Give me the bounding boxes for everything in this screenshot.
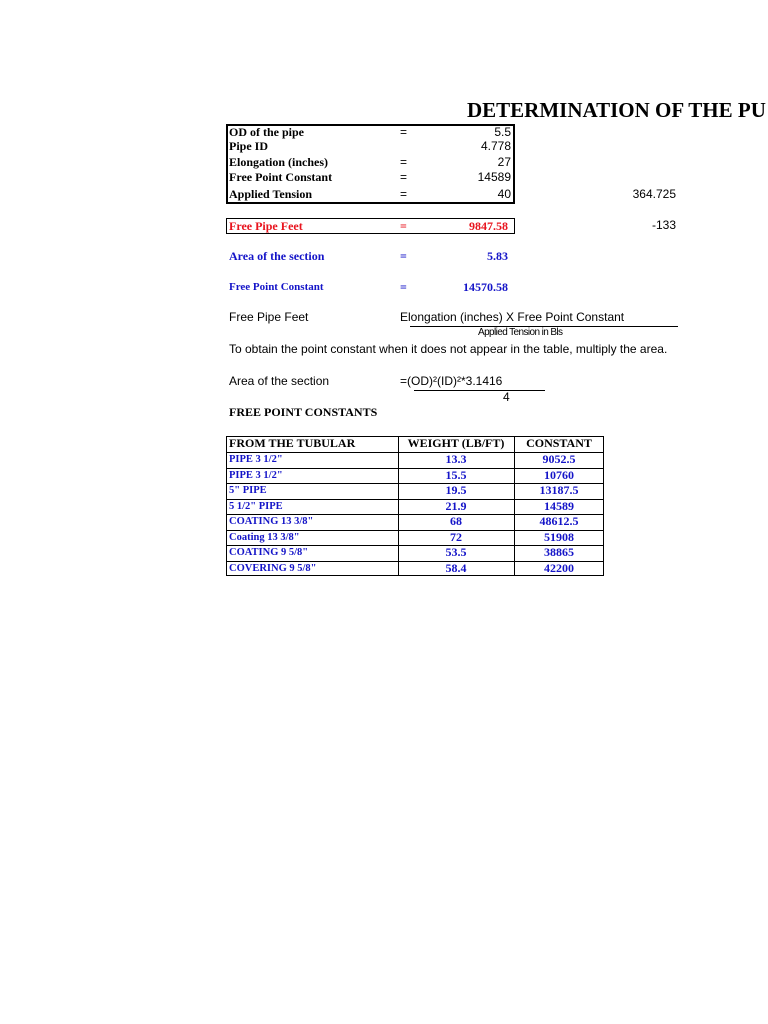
table-cell-tubular: PIPE 3 1/2" [229,454,283,465]
free-point-constant-value[interactable]: 14589 [477,170,511,184]
table-header-cell: WEIGHT (LB/FT) [407,436,505,450]
free-point-constant-label: Free Point Constant [229,170,333,184]
elongation-label: Elongation (inches) [229,155,329,169]
table-cell-tubular: 5 1/2" PIPE [229,500,283,512]
applied-tension-label: Applied Tension [229,187,313,201]
area-eq: = [400,249,407,263]
od-value[interactable]: 5.5 [494,125,511,139]
fpc-eq: = [400,280,407,294]
table-cell-constant: 48612.5 [539,514,579,528]
table-cell-weight: 58.4 [445,560,467,575]
formula2-fraction-line [414,390,545,391]
free-pipe-eq: = [400,219,407,233]
table-cell-weight: 21.9 [445,498,467,513]
table-cell-tubular: Coating 13 3/8" [229,531,300,543]
table-cell-tubular: COATING 13 3/8" [229,516,314,527]
page-title: DETERMINATION OF THE PU [467,98,766,122]
od-label: OD of the pipe [229,125,304,139]
table-header-cell: CONSTANT [526,436,592,450]
free-point-constants-table [226,436,604,576]
side-value-2: -133 [651,218,676,232]
table-cell-weight: 53.5 [445,545,467,559]
table-cell-weight: 72 [450,529,462,544]
formula2-label: Area of the section [229,374,330,388]
elongation-value[interactable]: 27 [497,155,511,169]
free-pipe-value: 9847.58 [469,219,508,233]
formula1-denominator: Applied Tension in Bls [478,327,563,338]
fpc-value: 14570.58 [463,280,508,294]
formula2-denominator: 4 [503,390,510,404]
formula1-numerator: Elongation (inches) X Free Point Constant [400,310,625,324]
area-value: 5.83 [487,249,508,263]
free-point-constant-eq: = [400,170,408,184]
table-cell-weight: 15.5 [445,467,467,482]
free-pipe-label: Free Pipe Feet [229,219,303,233]
table-cell-weight: 68 [450,514,462,528]
table-cell-constant: 10760 [544,467,574,482]
table-header-cell: FROM THE TUBULAR [229,436,356,450]
table-cell-constant: 13187.5 [539,483,579,497]
table-cell-tubular: PIPE 3 1/2" [229,469,283,481]
table-cell-constant: 51908 [544,529,574,544]
area-label: Area of the section [229,249,325,263]
formula1-label: Free Pipe Feet [229,310,309,324]
table-title: FREE POINT CONSTANTS [229,405,378,419]
applied-tension-eq: = [400,187,408,201]
elongation-eq: = [400,155,408,169]
table-cell-tubular: COATING 9 5/8" [229,547,309,558]
note-text: To obtain the point constant when it does not appear in the table, multiply the area. [229,342,668,356]
table-cell-weight: 13.3 [445,452,467,466]
table-cell-weight: 19.5 [445,483,467,497]
table-cell-tubular: COVERING 9 5/8" [229,562,317,574]
table-cell-constant: 38865 [544,545,574,559]
side-value-1: 364.725 [632,187,676,201]
applied-tension-value[interactable]: 40 [497,187,511,201]
table-cell-constant: 9052.5 [542,452,576,466]
pipe-id-label: Pipe ID [229,139,268,153]
od-eq: = [400,125,408,139]
formula2-numerator: =(OD)²(ID)²*3.1416 [400,374,503,388]
fpc-label: Free Point Constant [229,281,324,293]
table-cell-tubular: 5" PIPE [229,485,267,496]
table-cell-constant: 42200 [544,560,574,575]
table-cell-constant: 14589 [544,498,574,513]
pipe-id-value[interactable]: 4.778 [480,139,511,153]
